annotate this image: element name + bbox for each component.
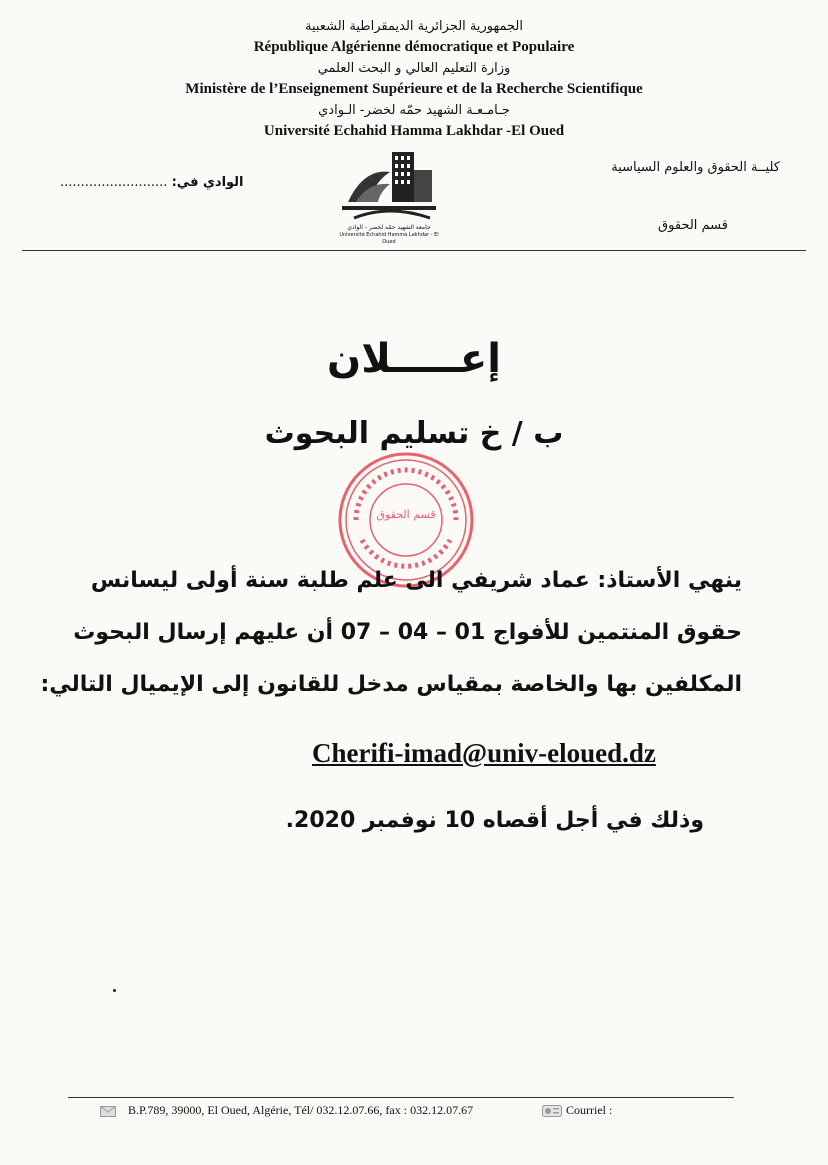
- faculty-name: كليــة الحقوق والعلوم السياسية: [611, 160, 780, 175]
- body-line-1: ينهي الأستاذ: عماد شريفي الى علم طلبة سنة أولى ليسانس: [90, 568, 742, 593]
- stamp-text: قسم الحقوق: [376, 508, 436, 521]
- department-name: قسم الحقوق: [658, 218, 728, 233]
- logo-caption-fr: Université Echahid Hamma Lakhdar - El Oued: [339, 232, 439, 245]
- announcement-title: إعـــــلان: [327, 336, 501, 382]
- place-date-label: الوادي في:: [171, 175, 244, 190]
- place-date: [60, 175, 244, 190]
- contact-email-link[interactable]: Cherifi-imad@univ-eloued.dz: [312, 738, 656, 768]
- header-ar-ministry: وزارة التعليم العالي و البحث العلمي: [317, 61, 511, 76]
- header-divider: [22, 250, 806, 251]
- footer-address: B.P.789, 39000, El Oued, Algérie, Tél/ 032.12.07.66, fax : 032.12.07.67: [128, 1103, 474, 1117]
- header-fr-university: Université Echahid Hamma Lakhdar -El Oued: [263, 123, 565, 139]
- logo-emblem-icon: [334, 148, 444, 220]
- header-fr-republic: République Algérienne démocratique et Populaire: [253, 39, 575, 55]
- deadline-text: وذلك في أجل أقصاه 10 نوفمبر 2020.: [285, 808, 704, 833]
- courriel-icon: [542, 1102, 562, 1121]
- stray-dot: [113, 989, 116, 992]
- body-line-3: المكلفين بها والخاصة بمقياس مدخل للقانون إلى الإيميال التالي:: [40, 672, 742, 697]
- header-ar-university: جـامـعـة الشهيد حمّه لخضر- الـوادي: [318, 103, 510, 118]
- header-ar-republic: الجمهورية الجزائرية الديمقراطية الشعبية: [305, 19, 523, 34]
- envelope-icon: [100, 1102, 116, 1121]
- university-logo: [334, 148, 444, 245]
- body-line-2: حقوق المنتمين للأفواج 01 – 04 – 07 أن عليهم إرسال البحوث: [73, 620, 742, 645]
- place-date-value: ..........................: [60, 175, 168, 190]
- footer-courriel-label: Courriel :: [566, 1103, 613, 1117]
- footer-divider: [68, 1097, 734, 1098]
- logo-caption-ar: جامعة الشهيد حمّه لخضر - الوادي: [347, 224, 431, 231]
- header-fr-ministry: Ministère de l’Enseignement Supérieure et de la Recherche Scientifique: [185, 81, 643, 97]
- announcement-subtitle: ب / خ تسليم البحوث: [264, 416, 564, 451]
